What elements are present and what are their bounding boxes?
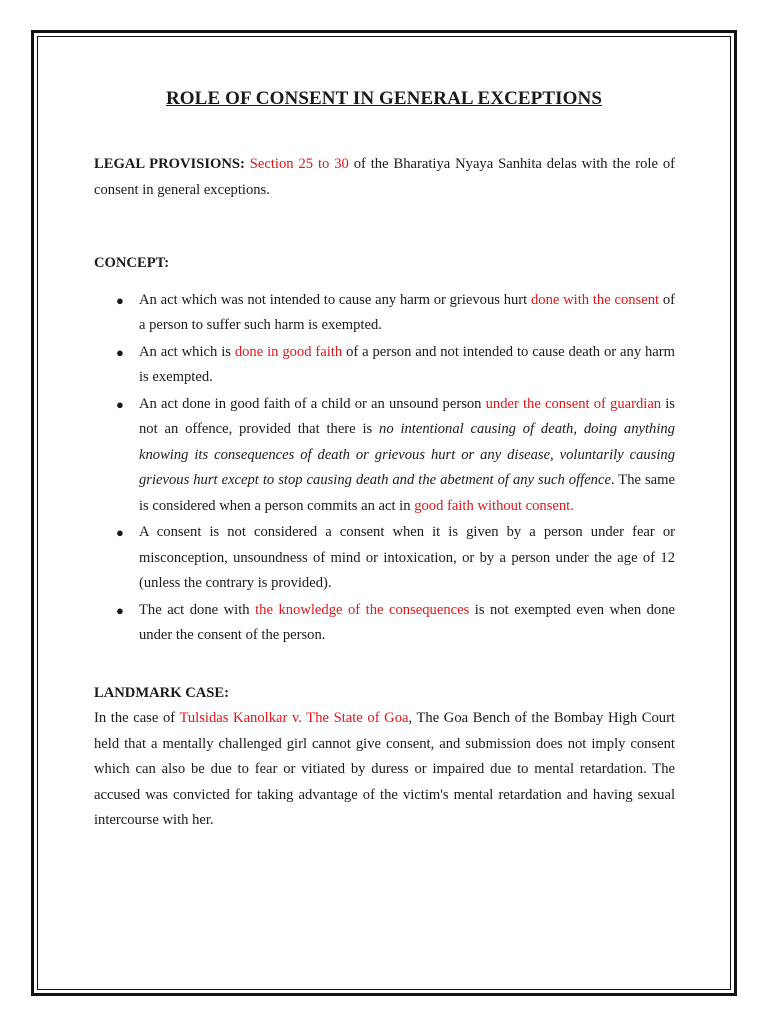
item-text-mid: is not an offence, provided that there is	[139, 395, 675, 437]
bullet-icon: ●	[116, 525, 124, 540]
legal-provisions-paragraph	[94, 152, 675, 203]
item-text-post: of a person to suffer such harm is exempted.	[139, 291, 675, 333]
landmark-case-text: , The Goa Bench of the Bombay High Court held that a mentally challenged girl cannot give consent, and submission does not imply consent which can also be due to fear or vitiated by duress or impaired due to mental retardation. The accused was convicted for taking advantage of the victim's mental retardation and having sexual intercourse with her.	[94, 710, 675, 828]
item-highlight-2: good faith without consent.	[414, 497, 574, 514]
item-highlight: the knowledge of the consequences	[255, 601, 470, 618]
legal-provisions-text: of the Bharatiya Nyaya Sanhita delas with the role of consent in general exceptions.	[94, 156, 675, 198]
item-text: The act done with	[139, 601, 256, 618]
bullet-icon: ●	[116, 396, 124, 412]
concept-list	[94, 288, 675, 649]
item-text: An act which is	[139, 343, 235, 360]
legal-provisions-label: LEGAL PROVISIONS:	[94, 156, 245, 172]
list-item	[94, 520, 675, 597]
item-text: An act which was not intended to cause any harm or grievous hurt	[139, 291, 531, 308]
page-title: ROLE OF CONSENT IN GENERAL EXCEPTIONS	[165, 88, 603, 109]
list-item	[94, 288, 675, 339]
list-item	[94, 392, 675, 520]
item-highlight: under the consent of guardian	[485, 395, 662, 412]
section-reference: Section 25 to 30	[249, 156, 349, 172]
concept-heading: CONCEPT:	[94, 255, 170, 271]
list-item	[94, 598, 675, 649]
item-text-mid2: . The same is considered when a person commits an act in	[139, 472, 675, 514]
bullet-icon: ●	[116, 602, 124, 618]
item-highlight: done in good faith	[234, 343, 343, 360]
list-item	[94, 340, 675, 391]
landmark-case-heading: LANDMARK CASE:	[94, 684, 229, 701]
bullet-icon: ●	[116, 344, 124, 360]
item-text: An act done in good faith of a child or an unsound person	[139, 395, 486, 412]
item-text-post: of a person and not intended to cause death or any harm is exempted.	[139, 343, 675, 385]
case-name: Tulsidas Kanolkar v. The State of Goa	[179, 710, 409, 726]
item-highlight: done with the consent	[531, 291, 660, 308]
document-body	[94, 152, 675, 834]
landmark-case-paragraph	[94, 706, 675, 834]
landmark-case-intro: In the case of	[94, 710, 180, 726]
item-text: A consent is not considered a consent when it is given by a person under fear or misconception, unsoundness of mind or intoxication, or by a person under the age of 12 (unless the contrary is provided).	[139, 524, 675, 591]
bullet-icon: ●	[116, 292, 124, 308]
item-text-post: is not exempted even when done under the consent of the person.	[139, 601, 676, 643]
item-italic-text: no intentional causing of death, doing anything knowing its consequences of death or grievous hurt or any disease, voluntarily causing grievous hurt except to stop causing death and the abetment of any such offence	[139, 421, 675, 488]
